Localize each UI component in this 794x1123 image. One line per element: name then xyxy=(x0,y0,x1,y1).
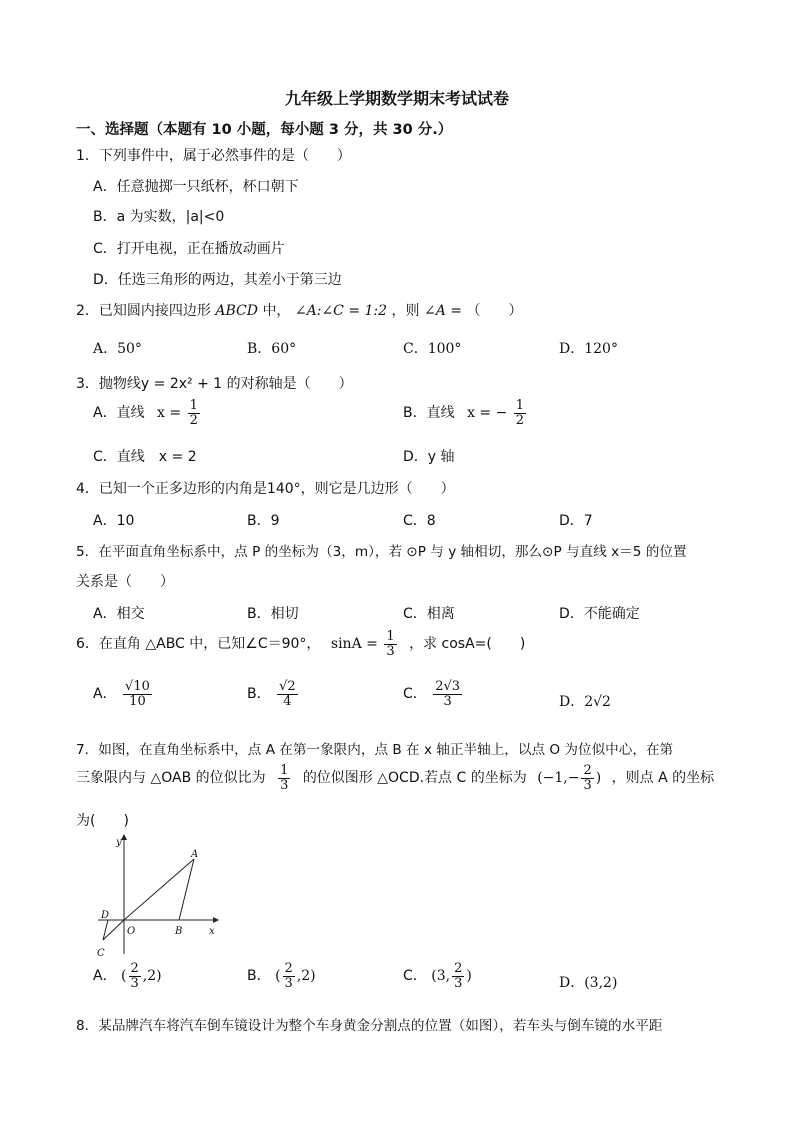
denominator: 4 xyxy=(283,693,292,709)
y-axis-arrow xyxy=(121,834,127,840)
q7-a-post: ,2) xyxy=(142,968,162,985)
numerator: 2 xyxy=(454,961,463,976)
segment-oa xyxy=(124,859,194,920)
q7-option-a xyxy=(93,962,162,990)
q7-option-d: D．(3,2) xyxy=(559,975,618,991)
numerator: 2 xyxy=(284,961,293,976)
section-heading: 一、选择题（本题有 10 小题，每小题 3 分，共 30 分.） xyxy=(76,122,453,138)
point-d-label: D xyxy=(101,910,110,921)
q7-b-post: ,2) xyxy=(296,968,316,985)
q6-c-label: C． xyxy=(403,686,427,703)
q2-option-a: A．50° xyxy=(93,341,142,357)
question-7-stem-line2 xyxy=(76,764,714,792)
q6-b-label: B． xyxy=(247,686,271,703)
point-b-label: B xyxy=(175,926,183,937)
q1-option-a: A．任意抛掷一只纸杯，杯口朝下 xyxy=(93,179,299,195)
question-7-stem-line1: 7．如图，在直角坐标系中，点 A 在第一象限内，点 B 在 x 轴正半轴上，以点 O 为位似中心，在第 xyxy=(76,742,674,758)
q6-option-a xyxy=(93,680,154,708)
q7-b-pre: ( xyxy=(275,968,281,985)
q7-c-fraction xyxy=(452,962,464,990)
q5-option-a: A．相交 xyxy=(93,606,145,622)
point-c-label: C xyxy=(97,948,105,959)
q4-option-d: D．7 xyxy=(559,513,593,529)
q3-option-a xyxy=(93,399,202,427)
q6-sin: sinA = xyxy=(330,636,378,653)
question-7-stem-line3: 为( ) xyxy=(76,813,129,829)
question-3-stem: 3．抛物线y = 2x² + 1 的对称轴是（ ） xyxy=(76,376,353,392)
q7-stem2-pre: 三象限内与 △OAB 的位似比为 xyxy=(76,770,266,787)
q2-option-c: C．100° xyxy=(403,341,462,357)
q2-then: ，则 xyxy=(391,303,420,319)
q7-c-post: ) xyxy=(466,968,472,985)
q6-option-b xyxy=(247,680,300,708)
q3-b-fraction xyxy=(514,399,526,427)
numerator: 1 xyxy=(515,398,525,413)
numerator: 2 xyxy=(130,961,139,976)
q7-b-fraction xyxy=(283,962,295,990)
q1-option-d: D．任选三角形的两边，其差小于第三边 xyxy=(93,272,342,288)
y-axis-label: y xyxy=(116,837,122,848)
q3-a-expr: x = xyxy=(157,405,182,422)
q1-option-c: C．打开电视，正在播放动画片 xyxy=(93,241,285,257)
segment-oc xyxy=(103,920,124,940)
q3-a-label: A．直线 xyxy=(93,405,145,422)
origin-label: O xyxy=(127,926,136,937)
numerator: 2√3 xyxy=(435,679,461,694)
q2-paren: （ ） xyxy=(466,303,523,319)
q5-option-b: B．相切 xyxy=(247,606,299,622)
q6-c-fraction xyxy=(433,680,462,708)
q7-stem2-post: ，则点 A 的坐标 xyxy=(611,770,715,787)
point-a-label: A xyxy=(191,849,199,860)
x-axis-arrow xyxy=(213,917,219,923)
q7-coord-post: ) xyxy=(595,770,602,787)
q7-option-b xyxy=(247,962,316,990)
segment-ab xyxy=(179,859,194,920)
q7-ratio-fraction xyxy=(278,764,290,792)
q3-option-d: D．y 轴 xyxy=(403,449,455,465)
question-2-stem xyxy=(76,300,522,320)
question-5-stem-line2: 关系是（ ） xyxy=(76,574,174,590)
q3-b-expr: x = − xyxy=(467,405,508,422)
q7-b-label: B． xyxy=(247,968,271,985)
q7-coord-pre: (−1,− xyxy=(537,770,580,787)
numerator: 2 xyxy=(583,763,592,778)
q3-a-fraction xyxy=(188,399,200,427)
q3-option-b xyxy=(403,399,528,427)
denominator: 3 xyxy=(583,777,592,793)
q1-option-b: B．a 为实数，|a|<0 xyxy=(93,209,225,225)
q6-stem-pre: 6．在直角 △ABC 中，已知∠C＝90°， xyxy=(76,636,321,653)
q6-option-d: D．2√2 xyxy=(559,694,611,710)
q6-sin-fraction xyxy=(384,630,396,658)
page-title: 九年级上学期数学期末考试试卷 xyxy=(284,89,509,108)
question-4-stem: 4．已知一个正多边形的内角是140°，则它是几边形（ ） xyxy=(76,481,455,497)
question-5-stem-line1: 5．在平面直角坐标系中，点 P 的坐标为（3，m），若 ⊙P 与 y 轴相切，那么⊙P 与直线 x＝5 的位置 xyxy=(76,544,687,560)
q2-ask: ∠A = xyxy=(423,303,462,319)
numerator: √10 xyxy=(125,679,150,694)
q7-stem2-mid: 的位似图形 △OCD.若点 C 的坐标为 xyxy=(302,770,527,787)
q6-a-fraction xyxy=(123,680,152,708)
q2-option-b: B．60° xyxy=(247,341,297,357)
q7-option-c xyxy=(403,962,472,990)
numerator: 1 xyxy=(386,629,395,644)
denominator: 3 xyxy=(443,693,452,709)
q2-angle-ratio: ∠A:∠C = 1:2 xyxy=(294,303,388,319)
q2-stem-mid: 中， xyxy=(262,303,291,319)
q7-c-pre: (3, xyxy=(431,968,451,985)
question-8-stem: 8．某品牌汽车将汽车倒车镜设计为整个车身黄金分割点的位置（如图），若车头与倒车镜的水平距 xyxy=(76,1018,663,1034)
numerator: 1 xyxy=(189,398,198,413)
q7-c-label: C． xyxy=(403,968,427,985)
q4-option-b: B．9 xyxy=(247,513,280,529)
q6-option-c xyxy=(403,680,464,708)
denominator: 10 xyxy=(129,693,146,709)
numerator: √2 xyxy=(279,679,296,694)
q2-option-d: D．120° xyxy=(559,341,618,357)
q7-coordinate-graph xyxy=(88,832,228,962)
q7-a-label: A． xyxy=(93,968,117,985)
q5-option-d: D．不能确定 xyxy=(559,606,640,622)
denominator: 3 xyxy=(284,975,293,991)
q7-coord-fraction xyxy=(581,764,593,792)
question-6-stem xyxy=(76,630,525,658)
denominator: 3 xyxy=(454,975,463,991)
q5-option-c: C．相离 xyxy=(403,606,455,622)
q3-b-label: B．直线 xyxy=(403,405,455,422)
denominator: 2 xyxy=(515,412,525,428)
question-1-stem: 1．下列事件中，属于必然事件的是（ ） xyxy=(76,148,351,164)
q4-option-a: A．10 xyxy=(93,513,135,529)
denominator: 3 xyxy=(386,643,395,659)
q3-option-c: C．直线 x = 2 xyxy=(93,449,197,465)
q4-option-c: C．8 xyxy=(403,513,436,529)
q6-stem-post: ，求 cosA=( ) xyxy=(409,636,526,653)
x-axis-label: x xyxy=(209,926,215,937)
q7-a-fraction xyxy=(129,962,141,990)
denominator: 3 xyxy=(280,777,289,793)
denominator: 2 xyxy=(189,412,198,428)
q6-b-fraction xyxy=(277,680,298,708)
q6-a-label: A． xyxy=(93,686,117,703)
q7-a-pre: ( xyxy=(121,968,127,985)
denominator: 3 xyxy=(130,975,139,991)
numerator: 1 xyxy=(280,763,289,778)
q2-stem-pre: 2．已知圆内接四边形 xyxy=(76,303,211,319)
q2-quad-name: ABCD xyxy=(215,303,258,319)
